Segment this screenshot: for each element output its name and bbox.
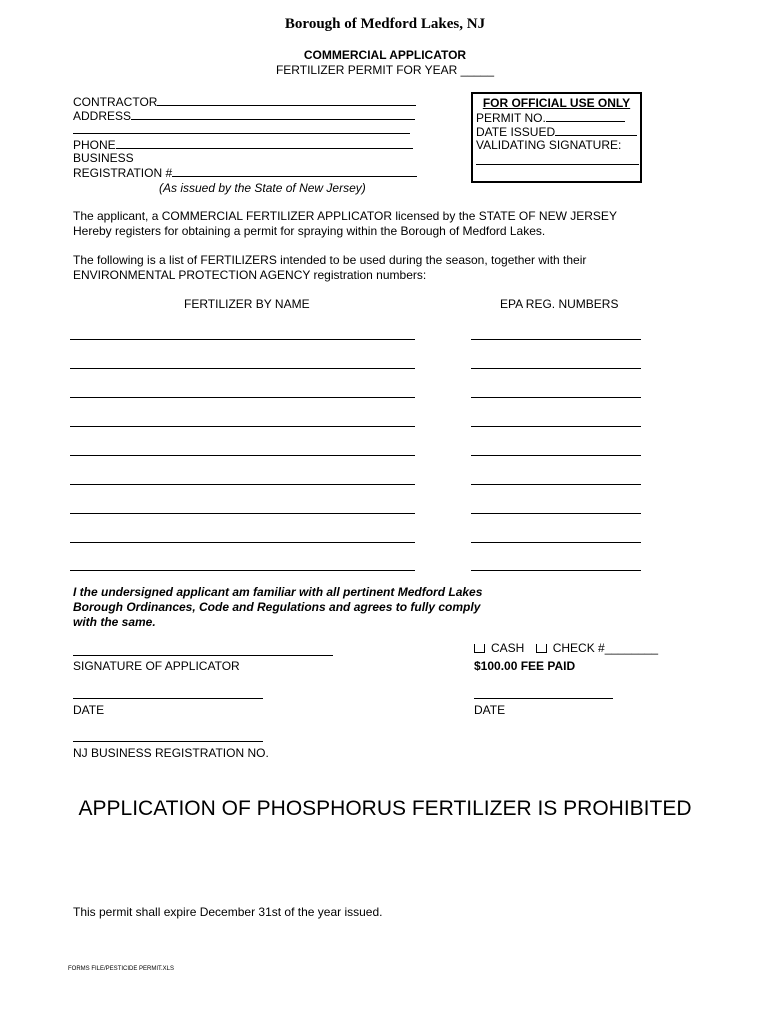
fertilizer-name-line[interactable]: [70, 570, 415, 571]
epa-number-line[interactable]: [471, 542, 641, 543]
epa-number-line[interactable]: [471, 570, 641, 571]
cash-checkbox[interactable]: [474, 644, 485, 653]
contractor-field[interactable]: [73, 94, 416, 109]
fertilizer-name-line[interactable]: [70, 397, 415, 398]
footer-file-path: FORMS FILE/PESTICIDE PERMIT.XLS: [68, 966, 175, 972]
fertilizer-name-line[interactable]: [70, 542, 415, 543]
payment-options: [474, 641, 658, 655]
epa-number-line[interactable]: [471, 397, 641, 398]
statement-line-3: with the same.: [73, 615, 156, 629]
fertilizer-name-line[interactable]: [70, 368, 415, 369]
nj-registration-line[interactable]: [73, 741, 263, 742]
fertilizer-name-line[interactable]: [70, 484, 415, 485]
document-subtitle: COMMERCIAL APPLICATOR: [303, 48, 467, 62]
signature-label: SIGNATURE OF APPLICATOR: [73, 659, 240, 673]
contractor-line[interactable]: [157, 94, 416, 106]
epa-number-line[interactable]: [471, 484, 641, 485]
fertilizer-name-line[interactable]: [70, 455, 415, 456]
check-label: CHECK #________: [552, 641, 659, 655]
epa-reg-header: EPA REG. NUMBERS: [500, 297, 619, 311]
phone-label: PHONE: [73, 138, 116, 152]
permit-no-label: PERMIT NO.: [476, 111, 546, 125]
registration-field[interactable]: [73, 165, 417, 180]
fertilizer-name-line[interactable]: [70, 426, 415, 427]
expiry-note: This permit shall expire December 31st of the year issued.: [73, 905, 383, 919]
validating-signature-line[interactable]: [476, 164, 639, 165]
phone-line[interactable]: [116, 137, 413, 149]
document-title: Borough of Medford Lakes, NJ: [284, 16, 486, 32]
fertilizer-name-line[interactable]: [70, 513, 415, 514]
phosphorus-notice: APPLICATION OF PHOSPHORUS FERTILIZER IS PROHIBITED: [78, 797, 692, 820]
intro-line-2: Hereby registers for obtaining a permit for spraying within the Borough of Medford Lakes.: [73, 224, 546, 238]
contractor-label: CONTRACTOR: [73, 95, 158, 109]
date-line-left[interactable]: [73, 698, 263, 699]
business-label: BUSINESS: [73, 151, 134, 165]
official-use-header: FOR OFFICIAL USE ONLY: [482, 96, 631, 110]
cash-label: CASH: [491, 641, 525, 655]
signature-line[interactable]: [73, 655, 333, 656]
date-issued-label: DATE ISSUED: [476, 125, 556, 139]
address-label: ADDRESS: [73, 109, 132, 123]
issued-note: (As issued by the State of New Jersey): [159, 181, 366, 195]
address-line-2[interactable]: [73, 133, 410, 134]
date-line-right[interactable]: [474, 698, 613, 699]
check-checkbox[interactable]: [536, 644, 547, 653]
registration-label: REGISTRATION #: [73, 166, 173, 180]
permit-year-line: FERTILIZER PERMIT FOR YEAR _____: [275, 63, 495, 77]
epa-number-line[interactable]: [471, 368, 641, 369]
epa-number-line[interactable]: [471, 426, 641, 427]
official-use-box: [471, 92, 642, 183]
address-field[interactable]: [73, 108, 415, 123]
statement-line-2: Borough Ordinances, Code and Regulations and agrees to fully comply: [73, 600, 481, 614]
date-issued-line[interactable]: [555, 124, 637, 136]
intro-line-3: The following is a list of FERTILIZERS intended to be used during the season, together with their: [73, 253, 587, 267]
fee-paid-label: $100.00 FEE PAID: [474, 659, 576, 673]
intro-line-4: ENVIRONMENTAL PROTECTION AGENCY registration numbers:: [73, 268, 427, 282]
date-issued-field[interactable]: [476, 124, 637, 139]
date-label-right: DATE: [474, 703, 506, 717]
permit-no-field[interactable]: [476, 110, 625, 125]
phone-field[interactable]: [73, 137, 413, 152]
fertilizer-name-line[interactable]: [70, 339, 415, 340]
statement-line-1: I the undersigned applicant am familiar with all pertinent Medford Lakes: [73, 585, 483, 599]
address-line[interactable]: [131, 108, 415, 120]
permit-no-line[interactable]: [546, 110, 625, 122]
date-label-left: DATE: [73, 703, 105, 717]
nj-registration-label: NJ BUSINESS REGISTRATION NO.: [73, 746, 269, 760]
epa-number-line[interactable]: [471, 339, 641, 340]
epa-number-line[interactable]: [471, 455, 641, 456]
validating-signature-label: VALIDATING SIGNATURE:: [476, 138, 622, 152]
intro-line-1: The applicant, a COMMERCIAL FERTILIZER APPLICATOR licensed by the STATE OF NEW JERSEY: [73, 209, 617, 223]
fertilizer-name-header: FERTILIZER BY NAME: [184, 297, 310, 311]
epa-number-line[interactable]: [471, 513, 641, 514]
registration-line[interactable]: [172, 165, 417, 177]
